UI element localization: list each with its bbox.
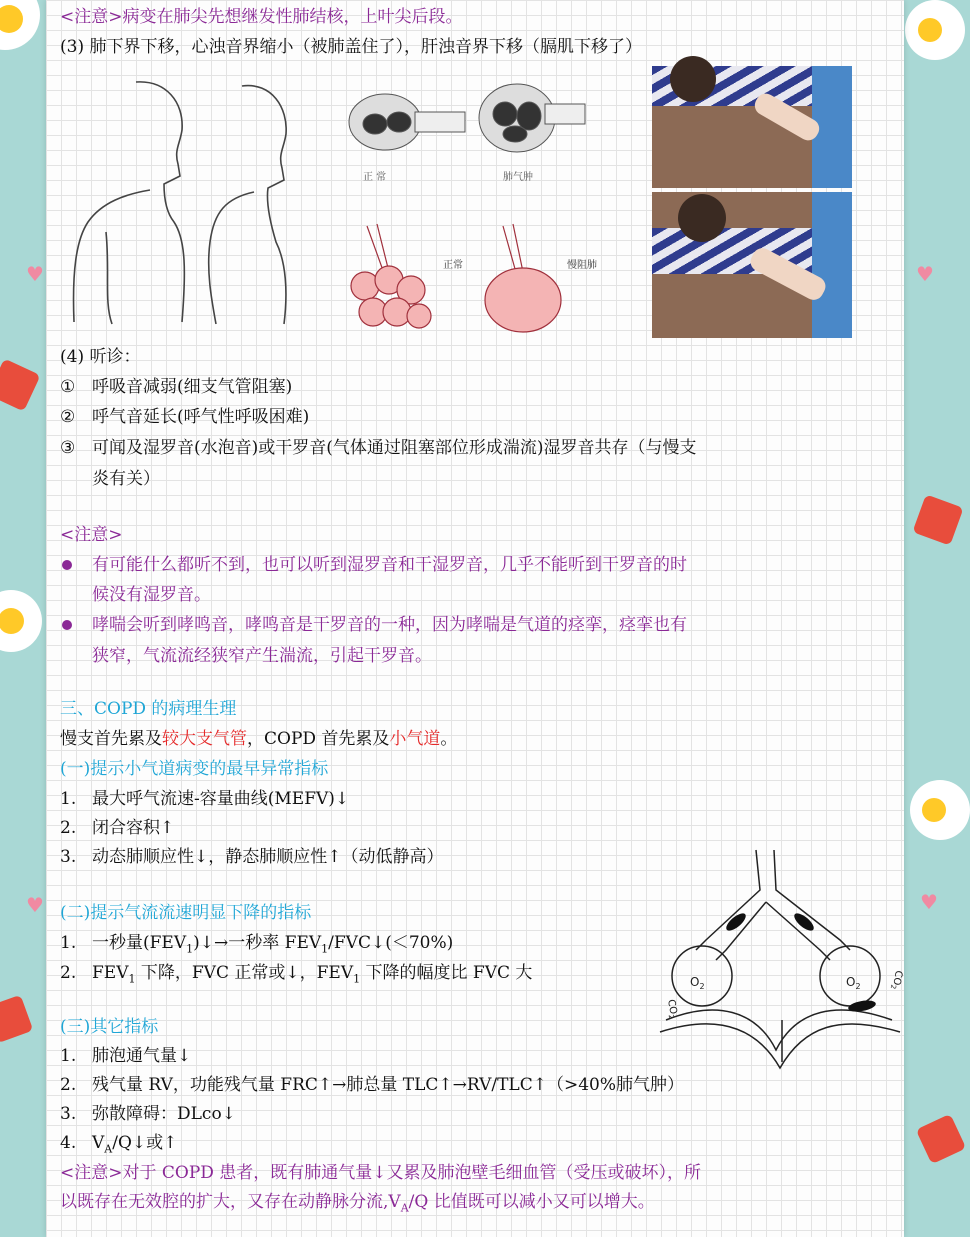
egg-yolk-decoration: [918, 18, 942, 42]
heart-decoration: ♥: [26, 893, 44, 917]
subsection-1-title: (一)提示小气道病变的最早异常指标: [60, 759, 329, 779]
bacon-decoration: [0, 358, 41, 411]
bacon-decoration: [916, 1114, 966, 1164]
sub3-item-3: 3. 弥散障碍：DLco↓: [60, 1104, 236, 1124]
sub1-item-2: 2. 闭合容积↑: [60, 818, 175, 838]
note-3-line-1: <注意>对于 COPD 患者，既有肺通气量↓又累及肺泡壁毛细血管（受压或破坏），所: [60, 1163, 702, 1183]
figure-label-normal-1: 正 常: [363, 172, 387, 183]
bullet-dot: [62, 620, 72, 630]
heart-decoration: ♥: [26, 262, 44, 286]
heart-decoration: ♥: [916, 262, 934, 286]
sub1-item-3: 3. 动态肺顺应性↓，静态肺顺应性↑（动低静高）: [60, 847, 444, 867]
sub2-item-1: 1. 一秒量$(FEV_1)↓\to$一秒率 $FEV_1/FVC↓(<70\%)$: [60, 933, 454, 956]
sub3-item-2: 2. 残气量 RV，功能残气量 FRC↑→肺总量 TLC↑→RV/TLC↑（>40%肺气肿）: [60, 1075, 685, 1095]
svg-text:O2: $O_2$: [846, 975, 861, 991]
auscultation-item-3: ③ 可闻及湿罗音(水泡音)或干罗音(气体通过阻塞部位形成湍流)湿罗音共存（与慢支: [60, 438, 697, 458]
note-2-title: <注意>: [60, 525, 123, 545]
sub3-item-4: 4. $V_A/Q↓$或↑: [60, 1133, 178, 1156]
svg-text:O2: $O_2$: [690, 975, 705, 991]
item-4-title: (4) 听诊：: [60, 347, 141, 367]
posture-silhouette-figure: [66, 72, 326, 334]
bacon-decoration: [0, 995, 33, 1044]
sub1-item-1: 1. 最大呼气流速-容量曲线(MEFV)↓: [60, 789, 350, 809]
subsection-2-title: (二)提示气流流速明显下降的指标: [60, 903, 312, 923]
figure-label-normal-2: 正常: [443, 260, 463, 271]
auscultation-item-3-continued: 炎有关）: [92, 469, 160, 489]
egg-yolk-decoration: [922, 798, 946, 822]
note-2-bullet-2-line-2: 狭窄，气流流经狭窄产生湍流，引起干罗音。: [92, 646, 432, 666]
percussion-photo-bottom: [652, 192, 852, 338]
sub2-item-2: 2. $FEV_1$ 下降，FVC 正常或↓，$FEV_1$ 下降的幅度比 FVC 大: [60, 963, 533, 986]
percussion-photo-top: [652, 66, 852, 188]
note-2-bullet-1-line-1: 有可能什么都听不到，也可以听到湿罗音和干湿罗音，几乎不能听到干罗音的时: [92, 555, 687, 575]
bullet-dot: [62, 560, 72, 570]
note-2-bullet-1-line-2: 候没有湿罗音。: [92, 585, 211, 605]
bacon-decoration: [912, 494, 963, 545]
figure-label-emphysema: 肺气肿: [503, 172, 533, 183]
svg-text:CO2: $CO_2$: [888, 969, 904, 990]
alveoli-comparison-figure: [345, 76, 597, 341]
note-2-bullet-2-line-1: 哮喘会听到哮鸣音，哮鸣音是干罗音的一种，因为哮喘是气道的痉挛，痉挛也有: [92, 615, 687, 635]
figure-label-copd: 慢阻肺: [567, 260, 597, 271]
note-3-line-2: 以既存在无效腔的扩大，又存在动静脉分流$,V_A/Q$ 比值既可以减小又可以增大。: [60, 1192, 655, 1215]
item-3-lung-border: (3) 肺下界下移，心浊音界缩小（被肺盖住了），肝浊音界下移（膈肌下移了）: [60, 37, 642, 57]
sub3-item-1: 1. 肺泡通气量↓: [60, 1046, 192, 1066]
airway-alveoli-diagram: [656, 850, 916, 1070]
subsection-3-title: (三)其它指标: [60, 1017, 159, 1037]
auscultation-item-1: ① 呼吸音减弱(细支气管阻塞): [60, 377, 293, 397]
svg-text:CO2: $CO_2$: [665, 998, 679, 1020]
heart-decoration: ♥: [920, 890, 938, 914]
note-lung-apex: <注意>病变在肺尖先想继发性肺结核，上叶尖后段。: [60, 7, 463, 27]
auscultation-item-2: ② 呼气音延长(呼气性呼吸困难): [60, 407, 310, 427]
section-title-copd: 三、COPD 的病理生理: [60, 699, 237, 719]
copd-intro: 慢支首先累及较大支气管，COPD 首先累及小气道。: [60, 729, 458, 749]
